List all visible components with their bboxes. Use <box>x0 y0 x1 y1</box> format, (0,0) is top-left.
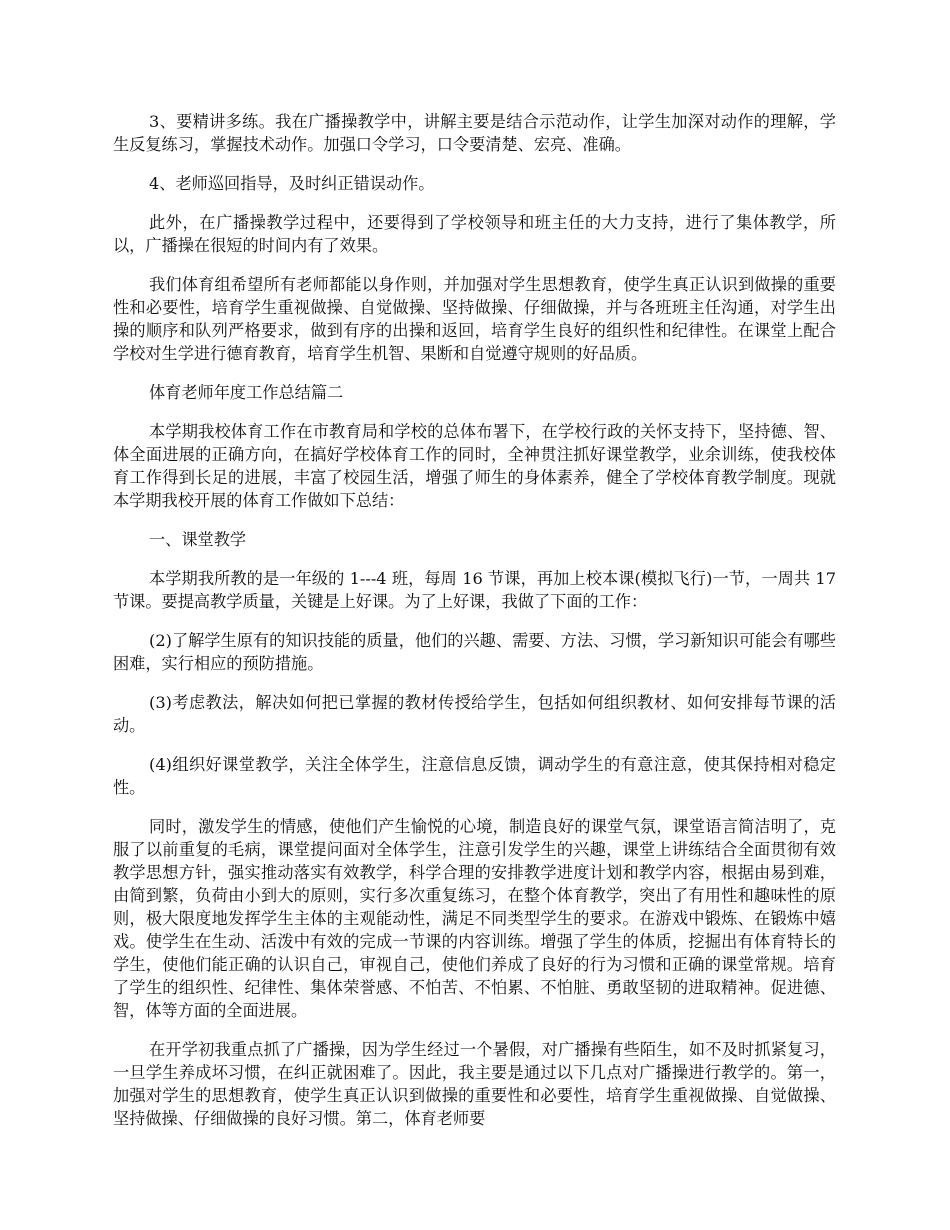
paragraph-group-hopes: 我们体育组希望所有老师都能以身作则，并加强对学生思想教育，使学生真正认识到做操的重要性和必要性，培育学生重视做操、自觉做操、坚持做操、仔细做操，并与各班班主任沟通，对学生出操的顺序和队列严格要求，做到有序的出操和返回，培育学生良好的组织性和纪律性。在课堂上配合学校对生学进行德育教育，培育学生机智、果断和自觉遵守规则的好品质。 <box>113 275 836 363</box>
section-title-part-two: 体育老师年度工作总结篇二 <box>149 383 344 402</box>
paragraph-broadcast-exercise: 在开学初我重点抓了广播操，因为学生经过一个暑假，对广播操有些陌生，如不及时抓紧复习，一旦学生养成坏习惯，在纠正就困难了。因此，我主要是通过以下几点对广播操进行教学的。第一，加强对学生的思想教育，使学生真正认识到做操的重要性和必要性，培育学生重视做操、自觉做操、坚持做操、仔细做操的良好习惯。第二，体育老师要 <box>113 1040 836 1128</box>
paragraph-item-3: (3)考虑教法，解决如何把已掌握的教材传授给学生，包括如何组织教材、如何安排每节课的活动。 <box>113 693 836 735</box>
paragraph-practice-drills: 3、要精讲多练。我在广播操教学中，讲解主要是结合示范动作，让学生加深对动作的理解，学生反复练习，掌握技术动作。加强口令学习，口令要清楚、宏亮、准确。 <box>113 112 836 154</box>
paragraph-teacher-guidance: 4、老师巡回指导，及时纠正错误动作。 <box>149 174 435 193</box>
document-page <box>113 110 836 1146</box>
paragraph-school-support: 此外，在广播操教学过程中，还要得到了学校领导和班主任的大力支持，进行了集体教学，所以，广播操在很短的时间内有了效果。 <box>113 213 836 255</box>
paragraph-classroom-atmosphere: 同时，激发学生的情感，使他们产生愉悦的心境，制造良好的课堂气氛，课堂语言简洁明了，克服了以前重复的毛病，课堂提问面对全体学生，注意引发学生的兴趣，课堂上讲练结合全面贯彻有效教学思想方针，强实推动落实有效教学，科学合理的安排教学进度计划和教学内容，根据由易到难，由简到繁，负荷由小到大的原则，实行多次重复练习，在整个体育教学，突出了有用性和趣味性的原则，极大限度地发挥学生主体的主观能动性，满足不同类型学生的要求。在游戏中锻炼、在锻炼中嬉戏。使学生在生动、活泼中有效的完成一节课的内容训练。增强了学生的体质，挖掘出有体育特长的学生，使他们能正确的认识自己，审视自己，使他们养成了良好的行为习惯和正确的课堂常规。培育了学生的组织性、纪律性、集体荣誉感、不怕苦、不怕累、不怕脏、勇敢坚韧的进取精神。促进德、智，体等方面的全面进展。 <box>113 817 836 1020</box>
paragraph-item-4: (4)组织好课堂教学，关注全体学生，注意信息反馈，调动学生的有意注意，使其保持相对稳定性。 <box>113 755 836 797</box>
paragraph-item-2: (2)了解学生原有的知识技能的质量，他们的兴趣、需要、方法、习惯，学习新知识可能会有哪些困难，实行相应的预防措施。 <box>113 631 836 673</box>
paragraph-semester-overview: 本学期我校体育工作在市教育局和学校的总体布署下，在学校行政的关怀支持下，坚持德、智、体全面进展的正确方向，在搞好学校体育工作的同时，全神贯注抓好课堂教学，业余训练，使我校体育工作得到长足的进展，丰富了校园生活，增强了师生的身体素养，健全了学校体育教学制度。现就本学期我校开展的体育工作做如下总结： <box>113 422 836 510</box>
section-heading-classroom-teaching: 一、课堂教学 <box>149 530 247 549</box>
paragraph-class-schedule: 本学期我所教的是一年级的 1---4 班，每周 16 节课，再加上校本课(模拟飞行)一节，一周共 17 节课。要提高教学质量，关键是上好课。为了上好课，我做了下面的工作： <box>113 569 836 611</box>
